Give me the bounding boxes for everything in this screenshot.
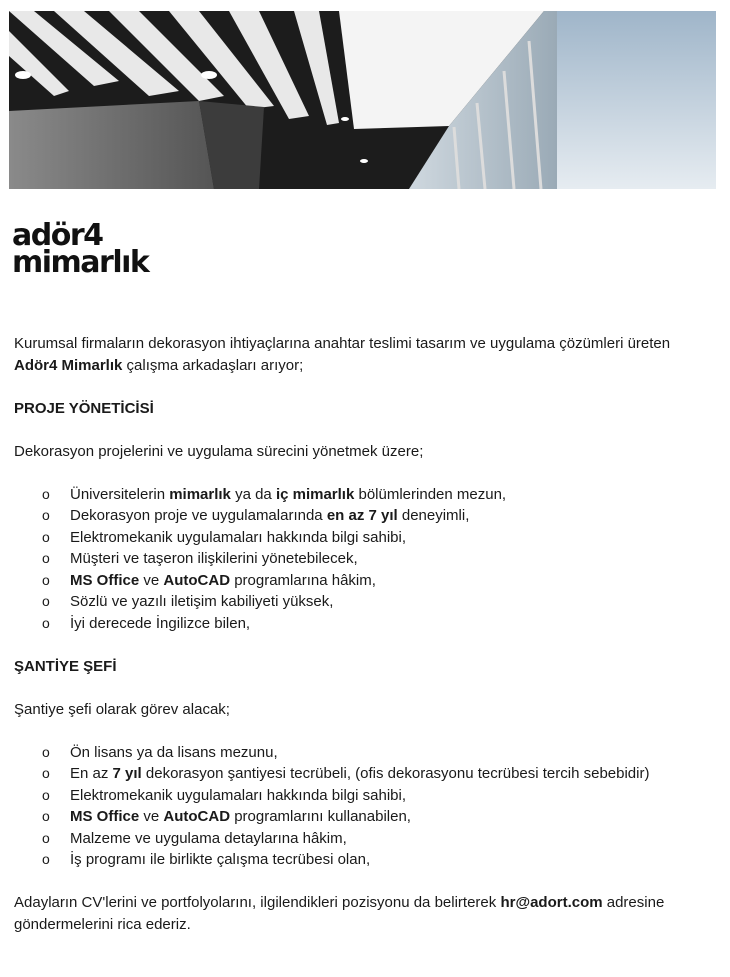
- header-photo: [9, 11, 716, 189]
- requirement-text: Müşteri ve taşeron ilişkilerini yönetebilecek,: [70, 550, 358, 567]
- requirement-text: ve: [139, 808, 164, 825]
- requirement-item: [14, 742, 719, 764]
- bullet-icon: o: [42, 765, 50, 781]
- requirement-item: [14, 849, 719, 871]
- bullet-icon: o: [42, 829, 50, 846]
- intro-text: Kurumsal firmaların dekorasyon ihtiyaçlarına anahtar teslimi tasarım ve uygulama çözümleri üreten: [14, 335, 671, 352]
- bullet-icon: o: [42, 550, 50, 566]
- requirement-item: [14, 763, 719, 785]
- bullet-icon: o: [42, 528, 50, 545]
- position-lead: Şantiye şefi olarak görev alacak;: [14, 700, 230, 718]
- requirement-text: Malzeme ve uygulama detaylarına hâkim,: [70, 829, 347, 847]
- requirement-item: [14, 806, 719, 828]
- requirement-item: [14, 613, 719, 635]
- closing-paragraph: [14, 892, 719, 935]
- requirement-text: ya da: [230, 485, 276, 503]
- bullet-icon: o: [42, 614, 50, 631]
- requirement-text: bölümlerinden mezun,: [354, 485, 507, 503]
- requirement-text: programlarını kullanabilen,: [230, 808, 411, 825]
- architecture-photo: [9, 11, 716, 189]
- requirement-text: Sözlü ve yazılı iletişim kabiliyeti yüksek,: [70, 593, 334, 610]
- logo-line-2: mimarlık: [12, 245, 149, 280]
- requirement-text: ve: [139, 571, 164, 589]
- requirement-text: Ön lisans ya da lisans mezunu,: [70, 743, 278, 761]
- requirement-text: Elektromekanik uygulamaları hakkında bilgi sahibi,: [70, 528, 407, 546]
- emphasis-text: MS Office: [70, 571, 140, 589]
- bullet-icon: o: [42, 808, 50, 824]
- logo-line-1: adör4: [12, 218, 103, 253]
- bullet-icon: o: [42, 743, 50, 760]
- requirements-list: [14, 484, 719, 635]
- requirement-text: deneyimli,: [397, 507, 470, 524]
- bullet-icon: o: [42, 571, 50, 588]
- requirement-text: İyi derecede İngilizce bilen,: [70, 614, 251, 632]
- requirement-item: [14, 527, 719, 549]
- bullet-icon: o: [42, 786, 50, 803]
- emphasis-text: 7 yıl: [112, 765, 142, 782]
- emphasis-text: AutoCAD: [163, 571, 231, 589]
- requirement-item: [14, 505, 719, 527]
- requirement-text: Dekorasyon proje ve uygulamalarında: [70, 507, 327, 524]
- requirement-text: Elektromekanik uygulamaları hakkında bilgi sahibi,: [70, 786, 407, 804]
- company-logo: [12, 218, 152, 280]
- closing-text-1: Adayların CV'lerini ve portfolyolarını, ilgilendikleri pozisyonu da belirterek: [14, 894, 497, 911]
- bullet-icon: o: [42, 593, 50, 609]
- requirement-item: [14, 828, 719, 850]
- intro-tail: çalışma arkadaşları arıyor;: [126, 356, 304, 374]
- position-title: PROJE YÖNETİCİSİ: [14, 399, 154, 417]
- requirement-item: [14, 484, 719, 506]
- closing-text-2: adresine göndermelerini rica ederiz.: [14, 894, 665, 933]
- requirement-item: [14, 548, 719, 570]
- requirement-text: Üniversitelerin: [70, 485, 170, 503]
- bullet-icon: o: [42, 851, 50, 867]
- emphasis-text: MS Office: [70, 808, 140, 825]
- requirement-text: programlarına hâkim,: [230, 571, 376, 589]
- job-posting-body: [14, 333, 719, 935]
- positions-list: [14, 398, 719, 871]
- intro-paragraph: [14, 333, 719, 376]
- company-name: Adör4 Mimarlık: [14, 356, 123, 374]
- bullet-icon: o: [42, 485, 50, 502]
- position-section: [14, 656, 719, 871]
- requirement-text: dekorasyon şantiyesi tecrübeli, (ofis dekorasyonu tecrübesi tercih sebebidir): [141, 765, 650, 782]
- emphasis-text: AutoCAD: [163, 808, 231, 825]
- requirements-list: [14, 742, 719, 871]
- position-title: ŞANTİYE ŞEFİ: [14, 657, 117, 675]
- requirement-item: [14, 785, 719, 807]
- requirement-text: İş programı ile birlikte çalışma tecrübesi olan,: [70, 851, 371, 868]
- position-lead: Dekorasyon projelerini ve uygulama sürecini yönetmek üzere;: [14, 442, 424, 460]
- requirement-item: [14, 570, 719, 592]
- contact-email: hr@adort.com: [500, 894, 603, 911]
- bullet-icon: o: [42, 507, 50, 523]
- requirement-text: En az: [70, 765, 113, 782]
- requirement-item: [14, 591, 719, 613]
- position-section: [14, 398, 719, 656]
- emphasis-text: mimarlık: [169, 485, 231, 503]
- emphasis-text: en az 7 yıl: [326, 507, 398, 524]
- emphasis-text: iç mimarlık: [275, 485, 355, 503]
